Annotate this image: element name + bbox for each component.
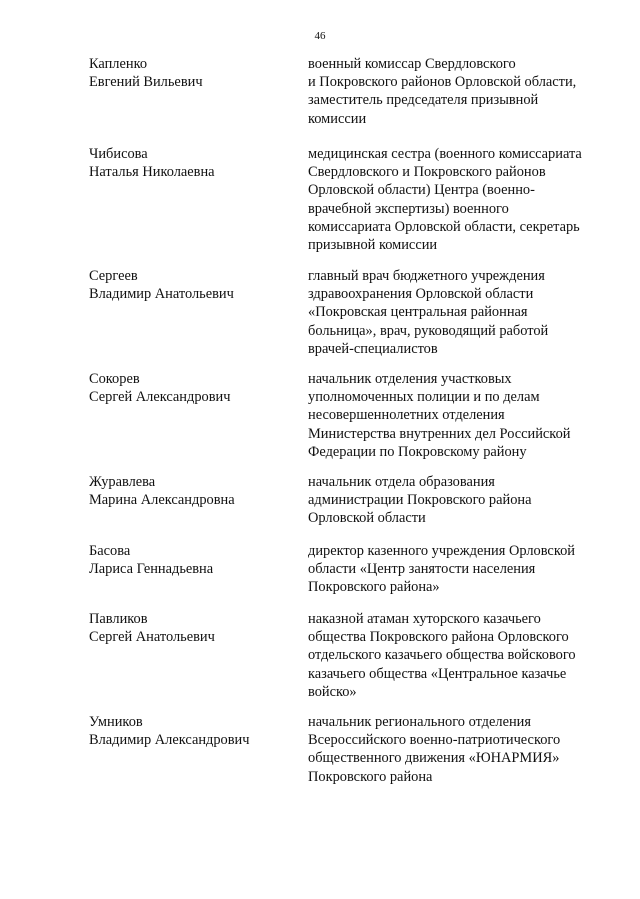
position-line: «Покровская центральная районная [308, 304, 528, 321]
position-line: отдельского казачьего общества войскового [308, 647, 576, 664]
member-name [89, 542, 294, 578]
position-line: Покровского района [308, 768, 433, 785]
position-line: казачьего общества «Центральное казачье [308, 665, 567, 682]
position-line: начальник отдела образования [308, 474, 495, 490]
position-line: уполномоченных полиции и по делам [308, 389, 540, 406]
position-line: Федерации по Покровскому району [308, 443, 527, 460]
position-line: комиссии [308, 110, 367, 127]
position-line: Свердловского и Покровского районов [308, 164, 546, 181]
member-name [89, 267, 294, 303]
member-given-names: Сергей Анатольевич [89, 629, 215, 646]
position-line: военный комиссар Свердловского [308, 56, 516, 72]
position-line: заместитель председателя призывной [308, 92, 539, 109]
position-line: несовершеннолетних отделения [308, 407, 505, 424]
member-surname: Чибисова [89, 146, 148, 162]
position-line: войско» [308, 683, 357, 700]
position-line: начальник отделения участковых [308, 371, 512, 387]
position-line: Орловской области [308, 510, 426, 527]
position-line: общественного движения «ЮНАРМИЯ» [308, 750, 560, 767]
position-line: директор казенного учреждения Орловской [308, 543, 575, 559]
member-position [308, 542, 608, 597]
member-position [308, 145, 608, 254]
member-given-names: Лариса Геннадьевна [89, 561, 214, 578]
member-given-names: Сергей Александрович [89, 389, 231, 406]
position-line: врачей-специалистов [308, 340, 438, 357]
member-name [89, 370, 294, 406]
position-line: Министерства внутренних дел Российской [308, 425, 571, 442]
member-name [89, 610, 294, 646]
position-line: и Покровского районов Орловской области, [308, 74, 577, 91]
member-surname: Журавлева [89, 474, 156, 490]
position-line: Всероссийского военно-патриотического [308, 732, 561, 749]
position-line: Орловской области) Центра (военно- [308, 182, 535, 199]
position-line: больница», врач, руководящий работой [308, 322, 549, 339]
position-line: начальник регионального отделения [308, 714, 531, 730]
position-line: области «Центр занятости населения [308, 561, 536, 578]
member-name [89, 473, 294, 509]
position-line: призывной комиссии [308, 237, 438, 254]
member-given-names: Евгений Вильевич [89, 74, 203, 91]
member-position [308, 267, 608, 358]
position-line: комиссариата Орловской области, секретарь [308, 218, 580, 235]
member-given-names: Владимир Анатольевич [89, 286, 234, 303]
member-position [308, 473, 608, 528]
position-line: здравоохранения Орловской области [308, 286, 534, 303]
position-line: наказной атаман хуторского казачьего [308, 611, 541, 627]
position-line: Покровского района» [308, 579, 440, 596]
position-line: администрации Покровского района [308, 492, 532, 509]
member-surname: Умников [89, 714, 143, 730]
member-given-names: Владимир Александрович [89, 732, 250, 749]
member-surname: Сергеев [89, 268, 138, 284]
member-position [308, 55, 608, 128]
member-given-names: Марина Александровна [89, 492, 235, 509]
position-line: врачебной экспертизы) военного [308, 200, 509, 217]
member-name [89, 55, 294, 91]
member-name [89, 713, 294, 749]
member-name [89, 145, 294, 181]
member-surname: Басова [89, 543, 131, 559]
member-position [308, 610, 608, 701]
member-surname: Сокорев [89, 371, 140, 387]
position-line: общества Покровского района Орловского [308, 629, 569, 646]
member-surname: Павликов [89, 611, 148, 627]
position-line: медицинская сестра (военного комиссариата [308, 146, 582, 162]
page-number: 46 [314, 30, 326, 42]
position-line: главный врач бюджетного учреждения [308, 268, 545, 284]
member-given-names: Наталья Николаевна [89, 164, 215, 181]
member-position [308, 713, 608, 786]
member-surname: Капленко [89, 56, 148, 72]
member-position [308, 370, 608, 461]
